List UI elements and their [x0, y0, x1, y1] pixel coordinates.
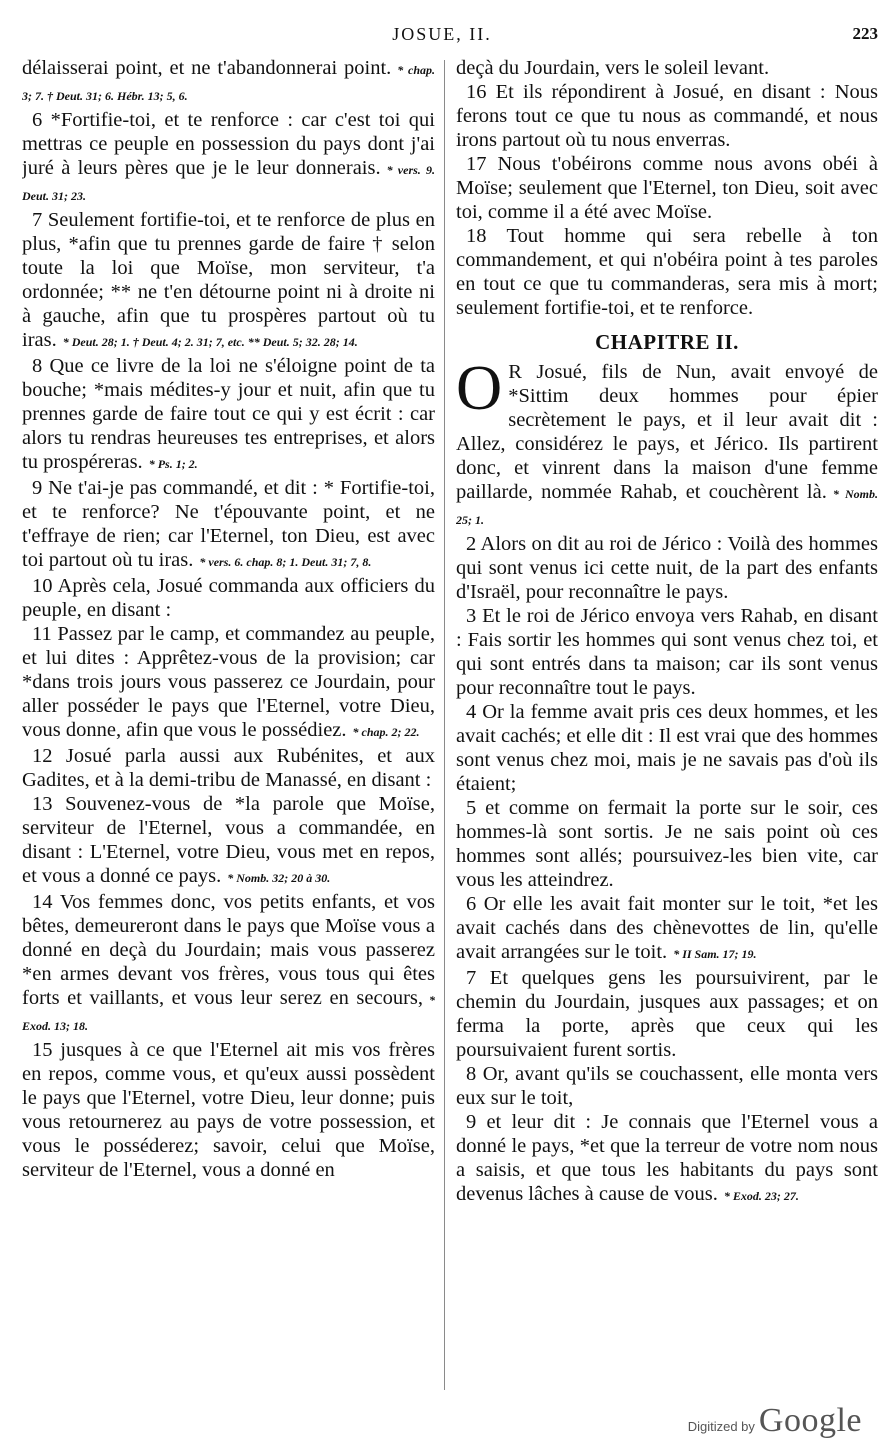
column-divider	[444, 60, 445, 1390]
verse	[22, 476, 435, 574]
cross-reference: * chap. 3; 7. † Deut. 31; 6. Hébr. 13; 5, 6.	[22, 63, 435, 103]
verse	[456, 1110, 878, 1208]
verse	[22, 622, 435, 744]
verse-text: 6 Or elle les avait fait monter sur le toit, *et les avait cachés dans des chènevottes de lin, qu'elle avait arrangées sur le toit.	[456, 893, 878, 963]
verse-text: 10 Après cela, Josué commanda aux officiers du peuple, en disant :	[22, 575, 435, 621]
verse-text: 7 Seulement fortifie-toi, et te renforce de plus en plus, *afin que tu prennes garde de faire † selon toute la loi que Moïse, mon serviteur, t'a ordonnée; ** ne t'en détourne point ni à droite ni à gauche, afin que tu prospères partout où tu iras.	[22, 209, 435, 351]
verse	[456, 224, 878, 320]
cross-reference: * Nomb. 32; 20 à 30.	[227, 871, 331, 885]
verse	[456, 966, 878, 1062]
verse-text: 18 Tout homme qui sera rebelle à ton commandement, et qui n'obéira point à tes paroles en tout ce que tu commanderas, sera mis à mort; seulement fortifie-toi, et te renforce.	[456, 225, 878, 319]
verse-text: 7 Et quelques gens les poursuivirent, par le chemin du Jourdain, jusques aux passages; et on ferma la porte, après que ceux qui les poursuivaient furent sortis.	[456, 967, 878, 1061]
verse-text: 14 Vos femmes donc, vos petits enfants, et vos bêtes, demeureront dans le pays que Moïse vous a donné en deçà du Jourdain; mais vous passerez *en armes devant vos frères, vous tous qui êtes forts et vaillants, et vous leur serez en secours,	[22, 891, 435, 1009]
cross-reference: * Ps. 1; 2.	[148, 457, 198, 471]
verse	[22, 354, 435, 476]
verse-text: 9 Ne t'ai-je pas commandé, et dit : * Fortifie-toi, et te renforce? Ne t'épouvante point, et ne t'effraye de rien; car l'Eternel, ton Dieu, est avec toi partout où tu iras.	[22, 477, 435, 571]
verse-text: 15 jusques à ce que l'Eternel ait mis vos frères en repos, comme vous, et qu'eux aussi possèdent le pays que l'Eternel, votre Dieu, leur donne; puis vous retournerez au pays de votre possession, et vous le posséderez; savoir, celui que Moïse, serviteur de l'Eternel, vous a donné en	[22, 1039, 435, 1181]
verse-text: R Josué, fils de Nun, avait envoyé de *Sittim deux hommes pour épier secrètement le pays, et il leur avait dit : Allez, considérez le pays, et Jérico. Ils partirent donc, et vinrent dans la maison d'une femme paillarde, nommée Rahab, et couchèrent là.	[456, 361, 878, 503]
right-column	[456, 56, 878, 1396]
verse-text: 11 Passez par le camp, et commandez au peuple, et lui dites : Apprêtez-vous de la provision; car *dans trois jours vous passerez ce Jourdain, pour aller posséder le pays que l'Eternel, votre Dieu, vous donne, afin que vous le possédiez.	[22, 623, 435, 741]
verse-text: deçà du Jourdain, vers le soleil levant.	[456, 57, 770, 79]
verse	[22, 574, 435, 622]
verse-text: 8 Or, avant qu'ils se couchassent, elle monta vers eux sur le toit,	[456, 1063, 878, 1109]
cross-reference: * Exod. 23; 27.	[723, 1189, 799, 1203]
verse	[456, 1062, 878, 1110]
verse-text: délaisserai point, et ne t'abandonnerai point.	[22, 57, 392, 79]
verse	[456, 352, 878, 532]
verse	[456, 700, 878, 796]
verse	[22, 890, 435, 1038]
cross-reference: * chap. 2; 22.	[352, 725, 420, 739]
cross-reference: * Deut. 28; 1. † Deut. 4; 2. 31; 7, etc. ** Deut. 5; 32. 28; 14.	[62, 335, 358, 349]
drop-cap: O	[456, 352, 503, 423]
digitized-by-label: Digitized by	[687, 1419, 755, 1434]
verse	[456, 80, 878, 152]
verse-text: 4 Or la femme avait pris ces deux hommes, et les avait cachés; et elle dit : Il est vrai que des hommes sont venus chez moi, mais je ne savais pas d'où ils étaient;	[456, 701, 878, 795]
verse	[456, 892, 878, 966]
verse-text: 2 Alors on dit au roi de Jérico : Voilà des hommes qui sont venus ici cette nuit, de la part des enfants d'Israël, pour reconnaître le pays.	[456, 533, 878, 603]
digitization-watermark	[688, 1400, 862, 1440]
chapter-1-end	[456, 56, 878, 320]
cross-reference: * II Sam. 17; 19.	[673, 947, 757, 961]
verse	[22, 1038, 435, 1182]
cross-reference: * vers. 9. Deut. 31; 23.	[22, 163, 435, 203]
cross-reference: * Exod. 13; 18.	[22, 993, 435, 1033]
verse	[22, 108, 435, 208]
verse-text: 17 Nous t'obéirons comme nous avons obéi à Moïse; seulement que l'Eternel, ton Dieu, soit avec toi, comme il a été avec Moïse.	[456, 153, 878, 223]
running-header	[0, 24, 884, 48]
google-logo: Google	[758, 1402, 862, 1439]
verse-text: 5 et comme on fermait la porte sur le soir, ces hommes-là sont sortis. Je ne sais point où ces hommes sont allés; poursuivez-les bien vite, car vous les atteindrez.	[456, 797, 878, 891]
verse	[456, 152, 878, 224]
verse	[22, 744, 435, 792]
verse-text: 12 Josué parla aussi aux Rubénites, et aux Gadites, et à la demi-tribu de Manassé, en disant :	[22, 745, 435, 791]
verse	[456, 796, 878, 892]
left-column	[22, 56, 435, 1396]
verse	[456, 604, 878, 700]
verse-text: 8 Que ce livre de la loi ne s'éloigne point de ta bouche; *mais médites-y jour et nuit, afin que tu prennes garde de faire tout ce qui y est écrit : car alors tu rendras heureuses tes entreprises, et alors tu prospéreras.	[22, 355, 435, 473]
chapter-2-start	[456, 352, 878, 1208]
verse	[456, 56, 878, 80]
verse-text: 6 *Fortifie-toi, et te renforce : car c'est toi qui mettras ce peuple en possession du pays dont j'ai juré à leurs pères que je le leur donnerais.	[22, 109, 435, 179]
page-number: 223	[852, 24, 878, 43]
verse	[22, 208, 435, 354]
verse	[22, 56, 435, 108]
cross-reference: * vers. 6. chap. 8; 1. Deut. 31; 7, 8.	[199, 555, 372, 569]
verse	[22, 792, 435, 890]
book-chapter-title: JOSUE, II.	[392, 24, 492, 44]
verse-text: 13 Souvenez-vous de *la parole que Moïse, serviteur de l'Eternel, vous a commandée, en disant : L'Eternel, votre Dieu, vous met en repos, et vous a donné ce pays.	[22, 793, 435, 887]
cross-reference: * Nomb. 25; 1.	[456, 487, 878, 527]
verse-text: 9 et leur dit : Je connais que l'Eternel vous a donné le pays, *et que la terreur de votre nom nous a saisis, et que tous les habitants du pays sont devenus lâches à cause de vous.	[456, 1111, 878, 1205]
verse-text: 16 Et ils répondirent à Josué, en disant : Nous ferons tout ce que tu nous as commandé, et nous irons partout où tu nous enverras.	[456, 81, 878, 151]
verse-text: 3 Et le roi de Jérico envoya vers Rahab, en disant : Fais sortir les hommes qui sont venus chez toi, et qui sont entrés dans ta maison; car ils sont venus pour reconnaître tout le pays.	[456, 605, 878, 699]
chapter-heading: CHAPITRE II.	[595, 330, 739, 354]
verse	[456, 532, 878, 604]
